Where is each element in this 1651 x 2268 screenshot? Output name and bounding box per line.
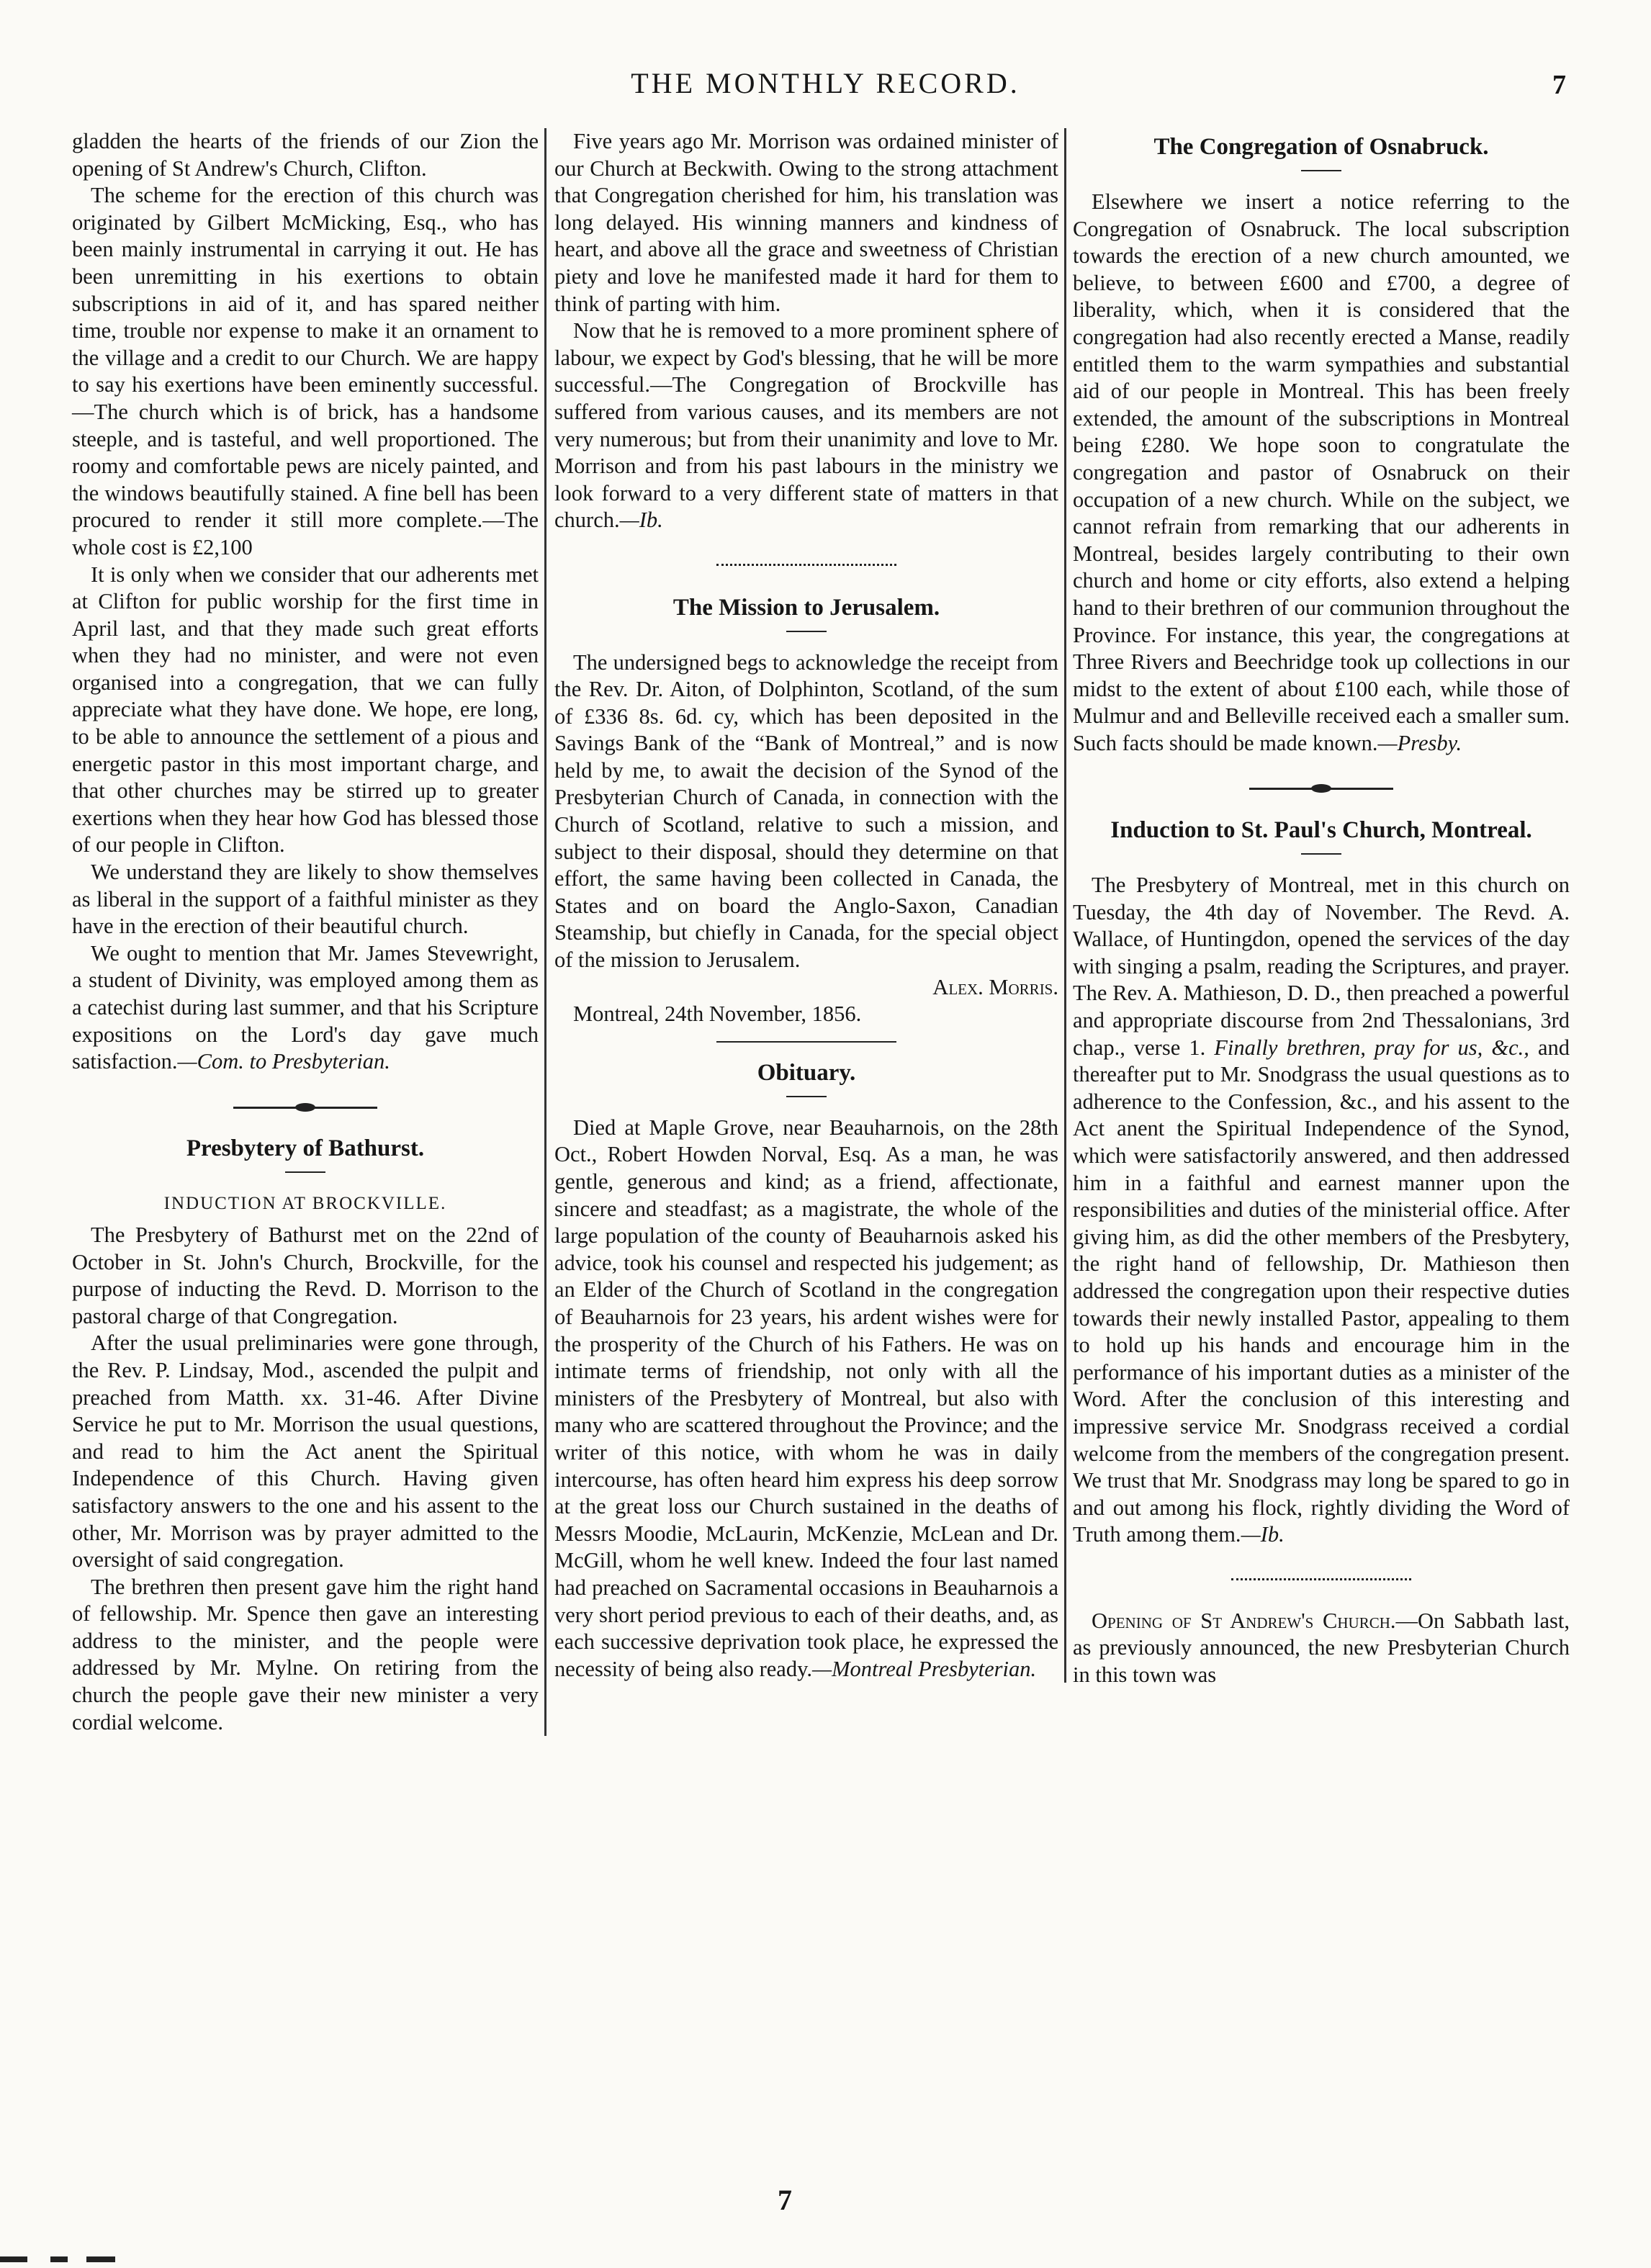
column-right — [1073, 128, 1570, 1688]
paragraph-text: and thereafter put to Mr. Snodgrass the usual questions as to adherence to the Confession, &c., and his assent to the Act anent the Spiritual Independence of the Synod, which were satisfactorily answered, and then addressed him in a faithful and earnest manner upon the responsibilities and duties of the ministerial office. After giving him, as did the other members of the Presbytery, the right hand of fellowship, Dr. Mathieson then addressed the congregation upon their respective duties towards their newly installed Pastor, appealing to them to hold up his hands and encourage him in the performance of his important duties as a minister of the Word. After the conclusion of this interesting and impressive service Mr. Snodgrass received a cordial welcome from the members of the congregation present. We trust that Mr. Snodgrass may long be spared to go in and out among his flock, rightly dividing the Word of Truth among them. — [1073, 1035, 1570, 1547]
scripture-quote: Finally brethren, pray for us, &c., — [1214, 1035, 1529, 1060]
paragraph: Five years ago Mr. Morrison was ordained minister of our Church at Beckwith. Owing to the strong attachment that Congregation cherished for him, his translation was long delayed. His winning manners and kindness of heart, and above all the grace and sweetness of Christian piety and love he manifested made it hard for them to think of parting with him. — [554, 129, 1058, 316]
paragraph — [72, 940, 539, 1076]
section-divider — [1073, 1565, 1570, 1592]
paragraph-text: Elsewhere we insert a notice referring to the Congregation of Osnabruck. The local subscription towards the erection of a new church amounted, we believe, to between £600 and £700, a degree of liberality, which, when it is considered that the congregation had also recently erected a Manse, readily entitled them to the warm sympathies and substantial aid of our people in Montreal. This has been freely extended, the amount of the subscriptions in Montreal being £280. We hope soon to congratulate the congregation and pastor of Osnabruck on their occupation of a new church. While on the subject, we cannot refrain from remarking that our adherents in Montreal, besides largely contributing to their own church and home or city efforts, also extend a helping hand to their brethren of our communion throughout the Province. For instance, this year, the congregations at Three Rivers and Beechridge took up collections in our midst to the extent of about £100 each, while those of Mulmur and and Belleville received each a smaller sum. Such facts should be made known. — [1073, 189, 1570, 755]
paragraph-text: —On Sabbath last, as previously announced, the new Presbyterian Church in this town was — [1073, 1608, 1570, 1687]
page-header — [0, 66, 1651, 117]
paragraph — [1073, 1608, 1570, 1689]
registration-mark-icon — [50, 2256, 68, 2262]
source-attribution: —Ib. — [619, 508, 663, 533]
registration-mark-icon — [86, 2256, 115, 2262]
running-title: THE MONTHLY RECORD. — [631, 67, 1020, 99]
section-heading-osnabruck: The Congregation of Osnabruck. — [1153, 134, 1489, 160]
section-heading-bathurst: Presbytery of Bathurst. — [186, 1135, 425, 1162]
section-subheading: INDUCTION AT BROCKVILLE. — [163, 1194, 447, 1214]
bottom-edge-marks — [0, 2251, 1651, 2268]
wavy-rule-icon — [716, 564, 896, 570]
section-divider — [1073, 773, 1570, 800]
paragraph-text: Now that he is removed to a more prominent sphere of labour, we expect by God's blessing, that he will be more successful.—The Congregation of Brockville has suffered from various causes, and its members are not very numerous; but from their unanimity and love to Mr. Morrison and from his past labours in the ministry we look forward to a very different state of matters in that church. — [554, 318, 1058, 533]
paragraph-text: The Presbytery of Montreal, met in this church on Tuesday, the 4th day of November. The Revd. A. Wallace, of Huntingdon, opened the services of the day with singing a psalm, reading the Scriptures, and prayer. The Rev. A. Mathieson, D. D., then preached a powerful and appropriate discourse from 2nd Thessalonians, 3rd chap., verse 1. — [1073, 873, 1570, 1060]
column-middle — [554, 128, 1066, 1683]
heading-rule — [786, 1096, 827, 1097]
paragraph: The brethren then present gave him the right hand of fellowship. Mr. Spence then gave an interesting address to the minister, and the people were addressed by Mr. Mylne. On retiring from the church the people gave their new minister a very cordial welcome. — [72, 1574, 539, 1734]
paragraph — [1073, 189, 1570, 757]
page-number-bottom: 7 — [778, 2184, 792, 2216]
paragraph: The scheme for the erection of this church was originated by Gilbert McMicking, Esq., who has been mainly instrumental in carrying it out. He has been unremitting in his exertions to obtain subscriptions in aid of it, and has spared neither time, trouble nor expense to make it an ornament to the village and a credit to our Church. We are happy to say his exertions have been eminently successful.—The church which is of brick, has a handsome steeple, and is tasteful, and well proportioned. The roomy and comfortable pews are nicely painted, and the windows beautifully stained. A fine bell has been procured to render it still more complete.—The whole cost is £2,100 — [72, 183, 539, 559]
dateline: Montreal, 24th November, 1856. — [573, 1002, 862, 1027]
section-divider — [72, 1092, 539, 1119]
paragraph — [554, 1115, 1058, 1683]
paragraph: We understand they are likely to show themselves as liberal in the support of a faithful minister as they have in the erection of their beautiful church. — [72, 860, 539, 939]
page-number-top: 7 — [1552, 70, 1566, 100]
ornament-divider-icon — [1249, 784, 1393, 793]
paragraph — [554, 318, 1058, 534]
heading-rule — [1301, 853, 1341, 855]
source-attribution: —Presby. — [1377, 730, 1462, 755]
source-attribution: —Ib. — [1241, 1522, 1285, 1547]
heading-rule — [285, 1171, 325, 1173]
section-heading-jerusalem: The Mission to Jerusalem. — [672, 594, 940, 621]
wavy-rule-icon — [1231, 1578, 1411, 1585]
column-left — [72, 128, 546, 1736]
paragraph: The Presbytery of Bathurst met on the 22nd of October in St. John's Church, Brockville, for the purpose of inducting the Revd. D. Morrison to the pastoral charge of that Congregation. — [72, 1222, 539, 1328]
paragraph: After the usual preliminaries were gone through, the Rev. P. Lindsay, Mod., ascended the pulpit and preached from Matth. xx. 31-46. After Divine Service he put to Mr. Morrison the usual questions, and read to him the Act anent the Spiritual Independence of this Church. Having given satisfactory answers to the one and his assent to the other, Mr. Morrison was by prayer admitted to the oversight of said congregation. — [72, 1331, 539, 1572]
section-divider — [716, 1041, 896, 1043]
source-attribution: —Com. to Presbyterian. — [177, 1049, 390, 1074]
registration-mark-icon — [0, 2256, 27, 2262]
paragraph: It is only when we consider that our adherents met at Clifton for public worship for the first time in April last, and that they made such great efforts when they had no minister, and were not even organised into a congregation, that we can fully appreciate what they have done. We hope, ere long, to be able to announce the settlement of a pious and energetic pastor in this most important charge, and that other churches may be stirred up to greater exertions when they hear how God has blessed those of our people in Clifton. — [72, 562, 539, 858]
section-heading-obituary: Obituary. — [757, 1059, 856, 1086]
signature: Alex. Morris. — [932, 974, 1058, 999]
ornament-divider-icon — [233, 1103, 377, 1112]
section-heading-st-pauls: Induction to St. Paul's Church, Montreal. — [1110, 817, 1532, 844]
heading-rule — [786, 631, 827, 632]
paragraph — [1073, 872, 1570, 1549]
paragraph: gladden the hearts of the friends of our Zion the opening of St Andrew's Church, Clifton. — [72, 129, 539, 181]
paragraph-lead: Opening of St Andrew's Church. — [1092, 1608, 1396, 1633]
paragraph-text: Died at Maple Grove, near Beauharnois, on the 28th Oct., Robert Howden Norval, Esq. As a man, he was gentle, generous and kind; as a friend, affectionate, sincere and steadfast; as a magistrate, the whole of the large population of the county of Beauharnois asked his advice, took his counsel and respected his judgement; as an Elder of the Church of Scotland in the congregation of Beauharnois for 23 years, his ardent wishes were for the prosperity of the Church of his Fathers. He was on intimate terms of friendship, not only with all the ministers of the Presbytery of Montreal, but also with many who are scattered throughout the Province; and the writer of this notice, with whom he was in daily intercourse, has often heard him express his deep sorrow at the great loss our Church sustained in the deaths of Messrs Moodie, McLaurin, McKenzie, McLean and Dr. McGill, whom he well knew. Indeed the four last named had preached on Sacramental occasions in Beauharnois a very short period previous to each of their deaths, and, as each successive deprivation took place, he expressed the necessity of being also ready. — [554, 1115, 1058, 1681]
source-attribution: —Montreal Presbyterian. — [811, 1656, 1037, 1681]
paragraph: The undersigned begs to acknowledge the receipt from the Rev. Dr. Aiton, of Dolphinton, Scotland, of the sum of £336 8s. 6d. cy, which has been deposited in the Savings Bank of the “Bank of Montreal,” and is now held by me, to await the decision of the Synod of the Presbyterian Church of Canada, in connection with the Church of Scotland, relative to such a mission, and subject to their disposal, should they determine on that effort, the same having been collected in Canada, the States and on board the Anglo-Saxon, Canadian Steamship, but chiefly in Canada, for the special object of the mission to Jerusalem. — [554, 649, 1058, 973]
heading-rule — [1301, 170, 1341, 171]
section-divider — [554, 550, 1058, 577]
paragraph-text: We ought to mention that Mr. James Stevewright, a student of Divinity, was employed among them as a catechist during last summer, and that his Scripture expositions on the Lord's day gave much satisfaction. — [72, 940, 539, 1074]
